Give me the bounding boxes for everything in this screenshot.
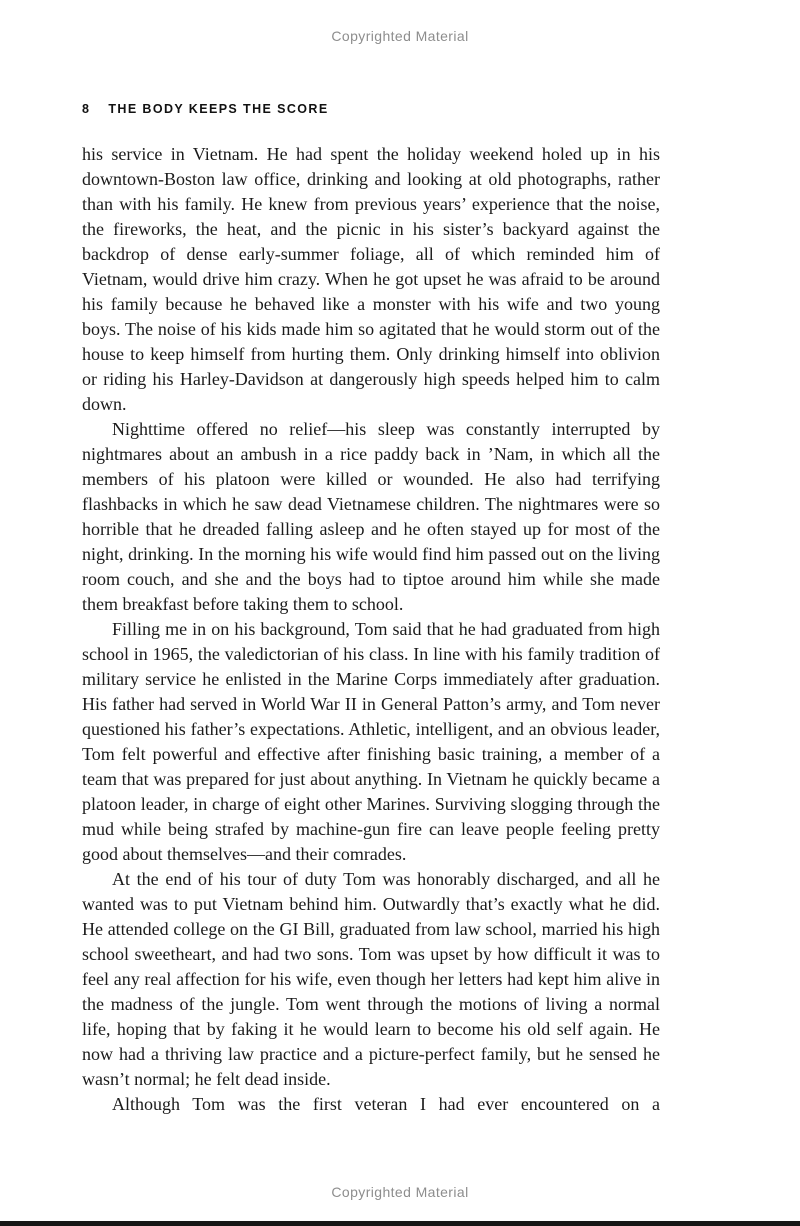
page-number: 8 <box>82 102 91 116</box>
page-bottom-edge <box>0 1221 800 1226</box>
paragraph: Nighttime offered no relief—his sleep was constantly interrupted by nightmares about an ambush in a rice paddy back in ’Nam, in which all the members of his platoon were killed or wounded. He also had terrifying flashbacks in which he saw dead Vietnamese children. The nightmares were so horrible that he dreaded falling asleep and he often stayed up for most of the night, drinking. In the morning his wife would find him passed out on the living room couch, and she and the boys had to tiptoe around him while she made them breakfast before taking them to school. <box>82 419 660 614</box>
page-content <box>82 102 660 1117</box>
body-text <box>82 142 660 1117</box>
copyright-notice-top: Copyrighted Material <box>331 28 469 44</box>
running-title: THE BODY KEEPS THE SCORE <box>108 102 329 116</box>
copyright-notice-bottom: Copyrighted Material <box>331 1184 469 1200</box>
paragraph: his service in Vietnam. He had spent the holiday weekend holed up in his downtown-Boston law office, drinking and looking at old photographs, rather than with his family. He knew from previous years’ experience that the noise, the fireworks, the heat, and the picnic in his sister’s backyard against the backdrop of dense early-summer foliage, all of which reminded him of Vietnam, would drive him crazy. When he got upset he was afraid to be around his family because he behaved like a monster with his wife and two young boys. The noise of his kids made him so agitated that he would storm out of the house to keep himself from hurting them. Only drinking himself into oblivion or riding his Harley-Davidson at dangerously high speeds helped him to calm down. <box>82 144 660 414</box>
paragraph: Although Tom was the first veteran I had ever encountered on a <box>112 1094 660 1114</box>
running-head <box>82 102 660 116</box>
paragraph: At the end of his tour of duty Tom was honorably discharged, and all he wanted was to put Vietnam behind him. Outwardly that’s exactly what he did. He attended college on the GI Bill, graduated from law school, married his high school sweetheart, and had two sons. Tom was upset by how difficult it was to feel any real affection for his wife, even though her letters had kept him alive in the madness of the jungle. Tom went through the motions of living a normal life, hoping that by faking it he would learn to become his old self again. He now had a thriving law practice and a picture-perfect family, but he sensed he wasn’t normal; he felt dead inside. <box>82 869 660 1089</box>
paragraph: Filling me in on his background, Tom said that he had graduated from high school in 1965, the valedictorian of his class. In line with his family tradition of military service he enlisted in the Marine Corps immediately after graduation. His father had served in World War II in General Patton’s army, and Tom never questioned his father’s expectations. Athletic, intelligent, and an obvious leader, Tom felt powerful and effective after finishing basic training, a member of a team that was prepared for just about anything. In Vietnam he quickly became a platoon leader, in charge of eight other Marines. Surviving slogging through the mud while being strafed by machine-gun fire can leave people feeling pretty good about themselves—and their comrades. <box>82 619 660 864</box>
